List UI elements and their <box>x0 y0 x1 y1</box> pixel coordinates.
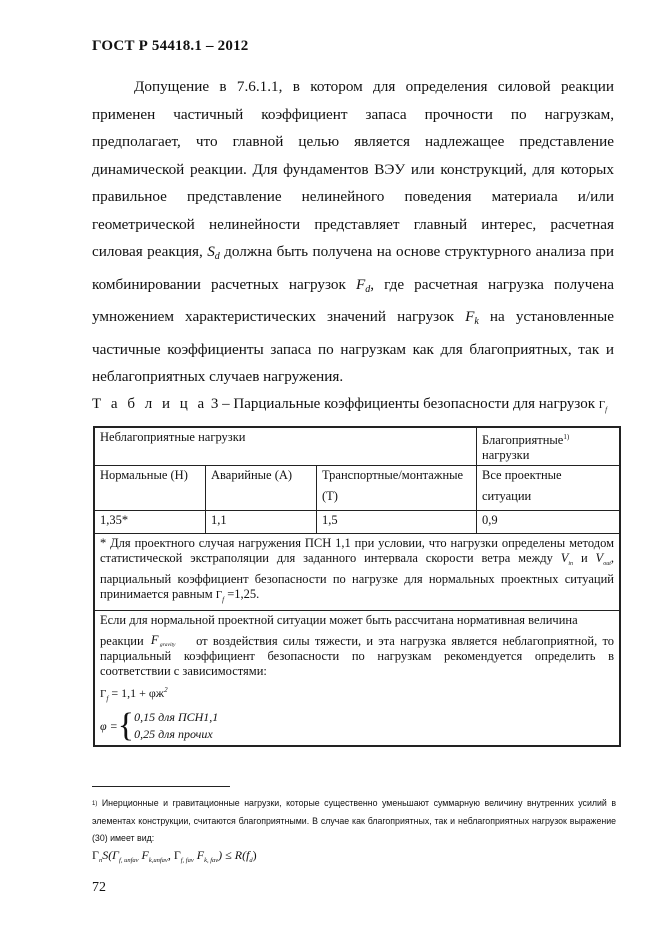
para-line: получена умножением характеристических значений нагрузок <box>92 275 614 325</box>
formula-gamma <box>100 683 614 707</box>
formula-text: S(Г <box>102 848 120 862</box>
gamma-symbol: Г <box>598 399 606 411</box>
note-text: =1,25. <box>224 587 260 602</box>
col-transport-text: (Т) <box>322 489 338 504</box>
page-number: 72 <box>92 880 106 895</box>
gamma-symbol: Г <box>100 688 107 701</box>
footnote-formula <box>92 848 257 864</box>
formula-sub: k, fav <box>204 857 219 864</box>
para-line: динамической реакции. Для фундаментов ВЭУ или конструкций, для <box>92 160 555 178</box>
note-text: Если для нормальной проектной ситуации может быть рассчитана нормативная величина <box>100 613 578 628</box>
brace-symbol: { <box>117 707 135 745</box>
formula-text: F <box>193 848 205 862</box>
note-text: реакции <box>100 634 149 649</box>
col-all <box>477 466 621 511</box>
unfavorable-header: Неблагоприятные нагрузки <box>94 427 477 466</box>
formula-text: ) ≤ R(f <box>218 848 250 862</box>
col-transport <box>317 466 477 511</box>
caption-text: 3 – Парциальные коэффициенты безопасности для нагрузок <box>207 396 599 412</box>
para-line: должна быть получена на основе структурного анализа <box>219 243 586 260</box>
col-all-text: ситуации <box>482 489 532 504</box>
table-note-1 <box>94 534 620 611</box>
formula-text: = 1,1 + φж <box>108 686 165 701</box>
col-normal: Нормальные (Н) <box>94 466 206 511</box>
note-text: и <box>573 551 596 566</box>
gamma-sub: f <box>605 406 608 414</box>
para-line: установленные частичные коэффициенты запаса по нагрузкам как для <box>92 308 615 358</box>
para-line: предполагает, что главной целью является надлежащее представление <box>92 133 614 150</box>
col-emergency: Аварийные (А) <box>206 466 317 511</box>
formula-sub: d <box>249 857 253 864</box>
value-transport: 1,5 <box>317 511 477 534</box>
note-text: , парциальный коэффициент безопасности по нагрузке для нормальных проектных ситуаций принимается равным <box>100 551 614 602</box>
footnote-mark: 1) <box>92 801 98 807</box>
symbol-sub: d <box>365 283 371 295</box>
symbol-v: V <box>595 551 604 566</box>
gamma-symbol: Г <box>215 589 223 602</box>
note-text: от воздействия силы тяжести, и эта нагрузка является неблагоприятной, то парциальный коэффициент безопасности по нагрузкам рекомендуется определить в соответствии с зависимостями: <box>100 634 615 679</box>
table-note-2 <box>94 611 620 747</box>
formula-text: , Г <box>167 848 181 862</box>
formula-phi <box>100 709 614 743</box>
col-all-text: Все проектные <box>482 468 562 483</box>
para-line: при комбинировании расчетных нагрузок <box>92 243 615 293</box>
footnote-rule <box>92 786 230 787</box>
formula-text: F <box>138 848 149 862</box>
symbol-sub: out <box>603 561 611 568</box>
symbol-s: S <box>207 243 215 260</box>
value-normal: 1,35* <box>94 511 206 534</box>
document-header: ГОСТ Р 54418.1 – 2012 <box>92 38 249 54</box>
footnote-text: Инерционные и гравитационные нагрузки, которые существенно уменьшают суммарную величину внутренних усилий в элементах конструкции, считаются благоприятными. В случае как благоприятных, так и неблагоприятных нагрузок выражение (30) имеет вид: <box>92 798 616 843</box>
table-caption <box>92 396 607 414</box>
col-transport-text: Транспортные/монтажные <box>322 468 464 483</box>
symbol-v: V <box>560 551 569 566</box>
para-line: благоприятных, так и неблагоприятных случаев нагружения. <box>92 340 614 385</box>
gamma-sub: f <box>106 695 109 704</box>
formula-sub: f, fav <box>180 857 194 864</box>
caption-prefix: Т а б л и ц а <box>92 396 208 412</box>
para-line: геометрической нелинейности представляет главный интерес, расчетная <box>92 215 614 233</box>
formula-case: 0,15 для ПСН1,1 <box>134 710 219 725</box>
para-line: на <box>478 308 505 325</box>
formula-cases <box>134 709 218 743</box>
symbol-f: F <box>355 275 366 293</box>
symbol-sub: k <box>474 316 479 327</box>
favorable-header <box>477 427 621 466</box>
para-line: которых правильное представление нелинейного поведения материала и/или <box>92 160 614 205</box>
value-all: 0,9 <box>477 511 621 534</box>
fav-header-text: нагрузки <box>482 448 530 463</box>
symbol-f: F <box>465 308 475 325</box>
symbol-sub: in <box>568 561 574 568</box>
value-emergency: 1,1 <box>206 511 317 534</box>
formula-case: 0,25 для прочих <box>134 727 213 742</box>
note-text: * Для проектного случая нагружения ПСН 1,1 при условии, что нагрузки определены методом статистической экстраполяции для заданного интервала скорости ветра между <box>100 536 614 566</box>
formula-sup: 2 <box>164 686 168 695</box>
formula-sub: k,unfav <box>148 857 168 864</box>
formula-text: Г <box>92 848 99 862</box>
symbol-sub: d <box>214 251 220 262</box>
footnote <box>92 795 616 847</box>
fav-header-text: Благоприятные <box>482 433 564 448</box>
symbol-sub: gravity <box>159 642 176 649</box>
para-line: применен частичный коэффициент запаса прочности по нагрузкам, <box>92 105 614 123</box>
formula-sub: n <box>98 857 103 864</box>
para-line: силовая реакция, <box>92 243 208 260</box>
safety-factors-table <box>93 426 621 747</box>
gamma-sub: f <box>222 596 225 605</box>
para-line: , где расчетная нагрузка <box>370 275 544 293</box>
formula-text: ) <box>252 848 257 862</box>
formula-text: φ = <box>100 718 118 733</box>
body-paragraph <box>92 73 614 391</box>
formula-sub: f, unfav <box>119 857 139 864</box>
symbol-f: F <box>150 633 159 648</box>
footnote-mark: 1) <box>563 433 570 441</box>
para-line: Допущение в 7.6.1.1, в котором для определения силовой реакции <box>134 78 614 95</box>
